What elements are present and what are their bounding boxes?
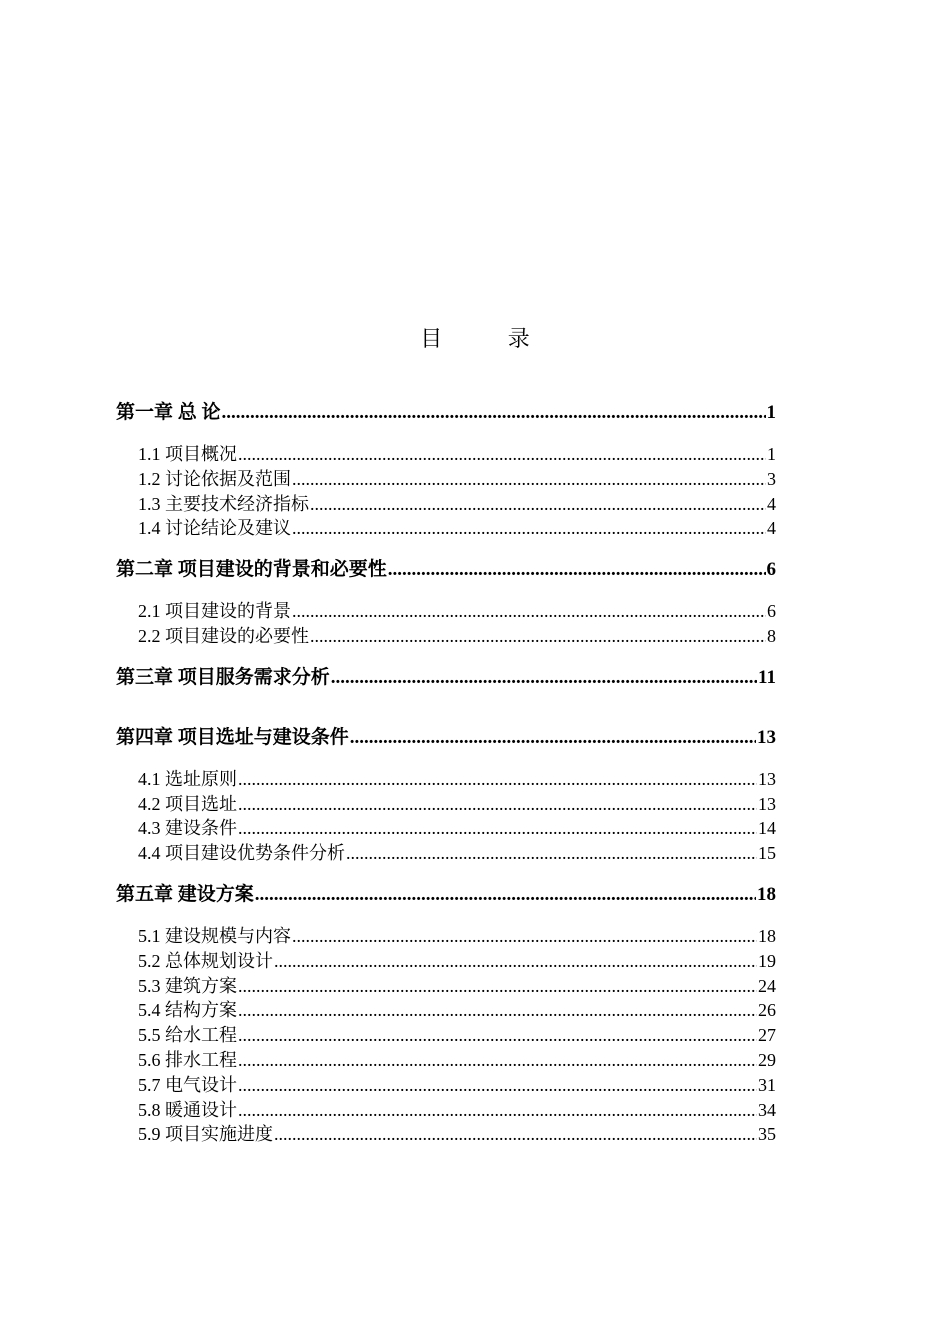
dot-leader [238,1023,757,1048]
toc-section-entry[interactable] [116,1023,776,1048]
dot-leader [238,1048,757,1073]
toc-entry-label: 5.4 结构方案 [138,1000,237,1021]
dot-leader [238,974,757,999]
dot-leader [255,878,756,912]
toc-section-entry[interactable] [116,1122,776,1147]
dot-leader [238,767,757,792]
dot-leader [292,924,757,949]
toc-entry-page-number: 19 [758,950,776,971]
toc-chapter-entry[interactable] [116,661,776,695]
toc-entry-page-number: 35 [758,1124,776,1145]
toc-entry-label: 5.9 项目实施进度 [138,1124,273,1145]
toc-entry-label: 5.3 建筑方案 [138,975,237,996]
toc-entry-page-number: 13 [758,793,776,814]
dot-leader [238,442,766,467]
toc-entry-page-number: 18 [758,925,776,946]
dot-leader [310,492,766,517]
toc-section-entry[interactable] [116,841,776,866]
dot-leader [222,396,766,430]
toc-entry-label: 2.1 项目建设的背景 [138,601,291,622]
toc-entry-label: 第四章 项目选址与建设条件 [116,726,349,748]
toc-section-entry[interactable] [116,998,776,1023]
dot-leader [350,721,756,755]
toc-entry-page-number: 4 [767,493,776,514]
toc-entry-page-number: 1 [766,402,776,423]
dot-leader [274,1122,757,1147]
toc-section-entry[interactable] [116,1098,776,1123]
toc-entry-page-number: 6 [766,559,776,581]
toc-section-entry[interactable] [116,467,776,492]
toc-entry-label: 1.1 项目概况 [138,444,237,464]
dot-leader [238,1073,757,1098]
toc-section-entry[interactable] [116,442,776,467]
toc-chapter-entry[interactable] [116,553,776,587]
toc-entry-label: 5.1 建设规模与内容 [138,925,291,946]
toc-section-entry[interactable] [116,516,776,541]
dot-leader [292,599,766,624]
dot-leader [346,841,757,866]
table-of-contents [116,396,776,1147]
toc-entry-page-number: 27 [758,1025,776,1046]
toc-chapter-entry[interactable] [116,878,776,912]
toc-entry-page-number: 13 [758,768,776,789]
toc-section-entry[interactable] [116,974,776,999]
toc-section-entry[interactable] [116,949,776,974]
toc-entry-label: 第一章 总 论 [116,402,221,423]
dot-leader [388,553,766,587]
dot-leader [274,949,757,974]
toc-entry-page-number: 15 [758,843,776,864]
toc-entry-page-number: 8 [767,625,776,646]
toc-chapter-entry[interactable] [116,721,776,755]
toc-entry-label: 第二章 项目建设的背景和必要性 [116,559,387,581]
toc-entry-label: 1.4 讨论结论及建议 [138,518,291,539]
dot-leader [292,516,766,541]
toc-entry-page-number: 13 [757,726,776,748]
toc-title: 目 录 [420,326,560,351]
dot-leader [238,792,757,817]
toc-section-entry[interactable] [116,816,776,841]
dot-leader [331,661,757,695]
toc-entry-label: 1.2 讨论依据及范围 [138,468,291,489]
toc-entry-label: 5.8 暖通设计 [138,1099,237,1120]
toc-section-entry[interactable] [116,767,776,792]
toc-entry-label: 5.5 给水工程 [138,1025,237,1046]
toc-entry-page-number: 14 [758,818,776,839]
toc-entry-page-number: 29 [758,1049,776,1070]
toc-entry-label: 5.6 排水工程 [138,1049,237,1070]
toc-entry-page-number: 26 [758,1000,776,1021]
toc-entry-label: 5.2 总体规划设计 [138,950,273,971]
toc-entry-page-number: 24 [758,975,776,996]
toc-entry-page-number: 4 [767,518,776,539]
toc-entry-label: 4.3 建设条件 [138,818,237,839]
dot-leader [238,816,757,841]
toc-section-entry[interactable] [116,1048,776,1073]
toc-entry-page-number: 31 [758,1074,776,1095]
toc-entry-label: 4.1 选址原则 [138,768,237,789]
dot-leader [292,467,766,492]
toc-section-entry[interactable] [116,792,776,817]
toc-section-entry[interactable] [116,599,776,624]
toc-entry-label: 第五章 建设方案 [116,883,254,905]
toc-entry-label: 5.7 电气设计 [138,1074,237,1095]
toc-entry-label: 4.2 项目选址 [138,793,237,814]
toc-chapter-entry[interactable] [116,396,776,430]
toc-entry-label: 1.3 主要技术经济指标 [138,493,309,514]
toc-entry-page-number: 3 [767,468,776,489]
toc-entry-page-number: 18 [757,883,776,905]
toc-entry-page-number: 6 [767,601,776,622]
toc-section-entry[interactable] [116,624,776,649]
dot-leader [238,998,757,1023]
toc-section-entry[interactable] [116,924,776,949]
toc-entry-page-number: 1 [767,444,776,464]
toc-entry-page-number: 11 [758,666,776,688]
toc-section-entry[interactable] [116,492,776,517]
toc-section-entry[interactable] [116,1073,776,1098]
toc-entry-page-number: 34 [758,1099,776,1120]
toc-entry-label: 第三章 项目服务需求分析 [116,666,330,688]
toc-entry-label: 4.4 项目建设优势条件分析 [138,843,345,864]
dot-leader [238,1098,757,1123]
dot-leader [310,624,766,649]
toc-entry-label: 2.2 项目建设的必要性 [138,625,309,646]
